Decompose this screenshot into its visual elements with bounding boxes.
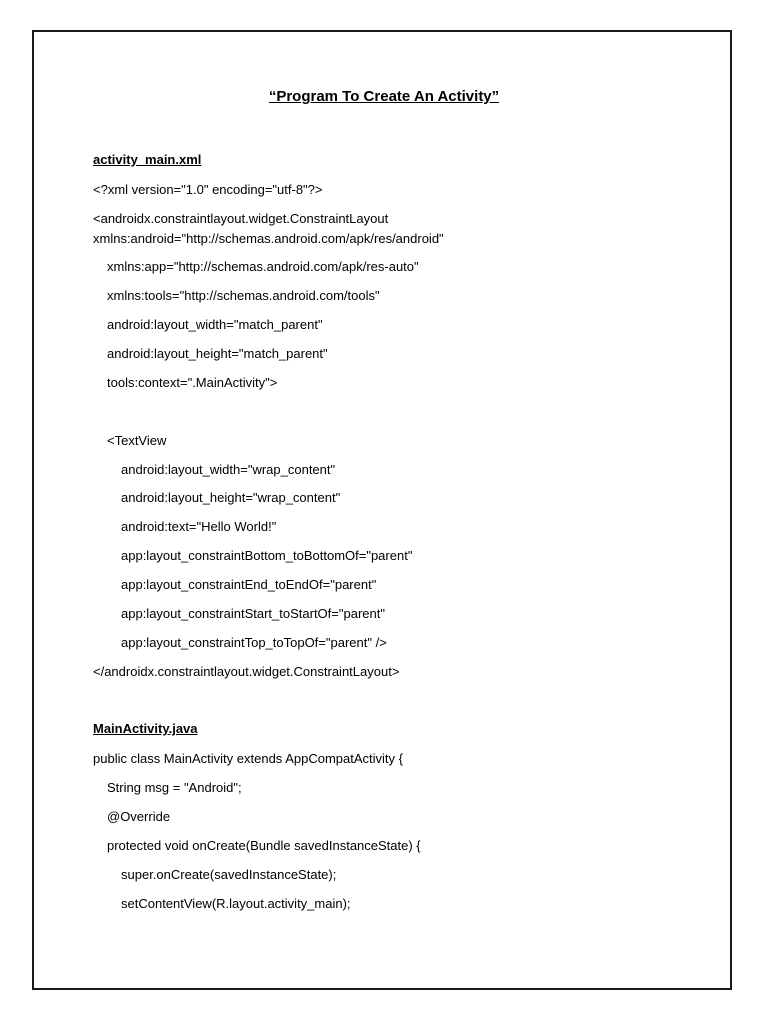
xml-line: tools:context=".MainActivity"> (107, 375, 278, 390)
xml-line: app:layout_constraintStart_toStartOf="parent" (121, 606, 385, 621)
xml-line: </androidx.constraintlayout.widget.ConstraintLayout> (93, 664, 400, 679)
xml-line: android:layout_width="wrap_content" (121, 462, 336, 477)
xml-line: android:layout_width="match_parent" (107, 317, 323, 332)
java-line: super.onCreate(savedInstanceState); (121, 867, 337, 882)
xml-line: <TextView (107, 433, 167, 448)
xml-line: xmlns:tools="http://schemas.android.com/tools" (107, 288, 380, 303)
page-title: “Program To Create An Activity” (268, 88, 500, 105)
xml-line: xmlns:app="http://schemas.android.com/apk/res-auto" (107, 259, 419, 274)
java-line: @Override (107, 809, 171, 824)
xml-line: android:layout_height="match_parent" (107, 346, 328, 361)
java-line: String msg = "Android"; (107, 780, 242, 795)
xml-section-heading: activity_main.xml (93, 152, 202, 167)
xml-line: app:layout_constraintTop_toTopOf="parent" /> (121, 635, 387, 650)
xml-line: android:layout_height="wrap_content" (121, 490, 341, 505)
xml-line: <androidx.constraintlayout.widget.ConstraintLayout (93, 211, 389, 226)
xml-line: <?xml version="1.0" encoding="utf-8"?> (93, 182, 323, 197)
xml-line: xmlns:android="http://schemas.android.com/apk/res/android" (93, 231, 444, 246)
java-section-heading: MainActivity.java (93, 721, 198, 736)
xml-line: app:layout_constraintEnd_toEndOf="parent" (121, 577, 377, 592)
java-line: protected void onCreate(Bundle savedInstanceState) { (107, 838, 421, 853)
xml-line: app:layout_constraintBottom_toBottomOf="parent" (121, 548, 413, 563)
java-line: public class MainActivity extends AppCompatActivity { (93, 751, 403, 766)
xml-line: android:text="Hello World!" (121, 519, 277, 534)
java-line: setContentView(R.layout.activity_main); (121, 896, 351, 911)
